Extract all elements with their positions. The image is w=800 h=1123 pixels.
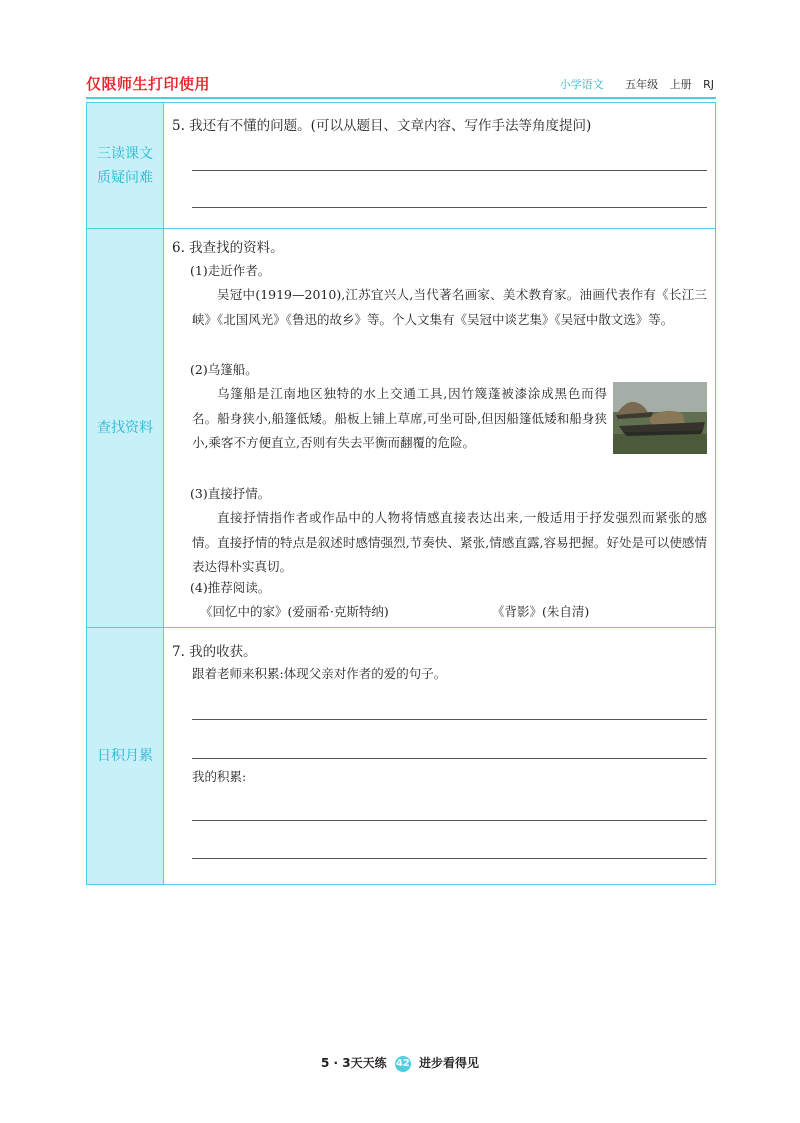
print-notice: 仅限师生打印使用 xyxy=(86,75,211,93)
question-5: 5. 我还有不懂的问题。(可以从题目、文章内容、写作手法等角度提问) xyxy=(172,118,592,134)
header-divider xyxy=(86,97,716,99)
subject-label: 小学语文 xyxy=(559,78,604,91)
item-title: (1)走近作者。 xyxy=(190,263,271,278)
own-accumulation-label: 我的积累: xyxy=(192,769,247,784)
wupeng-boat-photo xyxy=(613,382,707,454)
accumulation-prompt: 跟着老师来积累:体现父亲对作者的爱的句子。 xyxy=(192,666,447,681)
item-title: (4)推荐阅读。 xyxy=(190,580,271,595)
item-body: 乌篷船是江南地区独特的水上交通工具,因竹篾蓬被漆涂成黑色而得名。船身狭小,船篷低矮。船板上铺上草席,可坐可卧,但因船篷低矮和船身狭小,乘客不方便直立,否则有失去平衡而翻覆的危险。 xyxy=(192,386,607,450)
edition-label: RJ xyxy=(703,78,714,91)
answer-line[interactable] xyxy=(192,170,707,171)
item-body: 直接抒情指作者或作品中的人物将情感直接表达出来,一般适用于抒发强烈而紧张的感情。直接抒情的特点是叙述时感情强烈,节奏快、紧张,情感直露,容易把握。好处是可以使感情表达得朴实真切。 xyxy=(192,510,707,574)
section-content xyxy=(164,103,715,228)
item-body: 吴冠中(1919—2010),江苏宜兴人,当代著名画家、美术教育家。油画代表作有《长江三峡》《北国风光》《鲁迅的故乡》等。个人文集有《吴冠中谈艺集》《吴冠中散文选》等。 xyxy=(192,287,707,327)
section-label xyxy=(87,229,164,627)
recommended-book: 《回忆中的家》(爱丽希·克斯特纳) xyxy=(200,604,389,619)
page-footer xyxy=(0,1054,800,1072)
section-label-text: 查找资料 xyxy=(97,420,153,436)
answer-line[interactable] xyxy=(192,820,707,821)
answer-line[interactable] xyxy=(192,858,707,859)
section-label xyxy=(87,628,164,884)
section-label xyxy=(87,103,164,228)
section-questions xyxy=(87,103,715,229)
item-title: (2)乌篷船。 xyxy=(190,362,258,377)
answer-line[interactable] xyxy=(192,758,707,759)
answer-line[interactable] xyxy=(192,719,707,720)
footer-slogan: 进步看得见 xyxy=(418,1056,479,1070)
section-content xyxy=(164,628,715,884)
section-research xyxy=(87,229,715,628)
worksheet-table xyxy=(86,102,716,885)
page-number: 42 xyxy=(395,1056,411,1072)
section-accumulation xyxy=(87,628,715,884)
book-info xyxy=(552,76,714,92)
footer-brand: 5 · 3天天练 xyxy=(320,1056,387,1070)
grade-label: 五年级 xyxy=(625,78,659,91)
section-label-text: 三读课文 质疑问难 xyxy=(97,145,153,186)
question-6: 6. 我查找的资料。 xyxy=(172,240,284,256)
section-content xyxy=(164,229,715,627)
answer-line[interactable] xyxy=(192,207,707,208)
section-label-text: 日积月累 xyxy=(97,748,153,764)
volume-label: 上册 xyxy=(669,78,692,91)
recommended-book: 《背影》(朱自清) xyxy=(492,604,590,619)
item-title: (3)直接抒情。 xyxy=(190,486,271,501)
question-7: 7. 我的收获。 xyxy=(172,644,257,660)
